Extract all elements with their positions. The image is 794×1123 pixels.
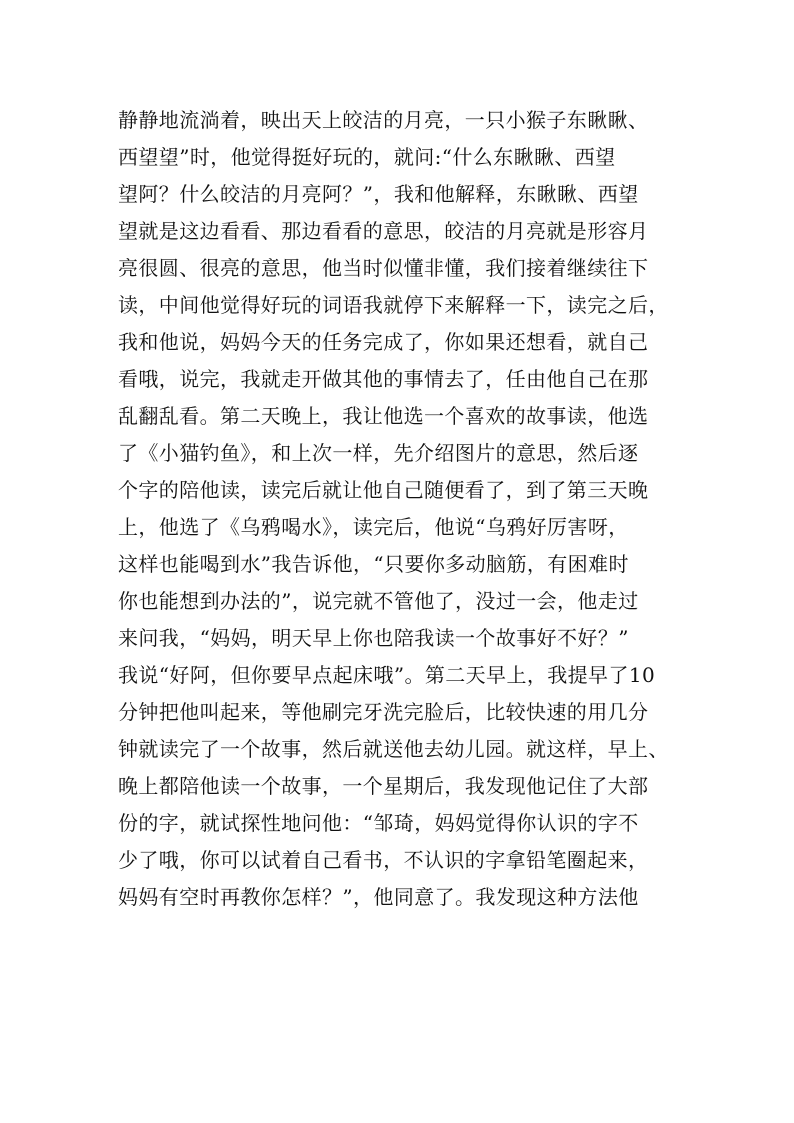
text-line: 个字的陪他读，读完后就让他自己随便看了，到了第三天晚 (118, 478, 649, 502)
text-line: 西望望”时，他觉得挺好玩的，就问:“什么东瞅瞅、西望 (118, 145, 616, 169)
text-line: 望就是这边看看、那边看看的意思，皎洁的月亮就是形容月 (118, 219, 649, 243)
text-line: 这样也能喝到水”我告诉他，“只要你多动脑筋，有困难时 (118, 552, 629, 576)
text-line: 静静地流淌着，映出天上皎洁的月亮，一只小猴子东瞅瞅、 (118, 108, 649, 132)
text-line: 乱翻乱看。第二天晚上，我让他选一个喜欢的故事读，他选 (118, 404, 649, 428)
text-line: 了《小猫钓鱼》，和上次一样，先介绍图片的意思，然后逐 (118, 441, 639, 465)
text-line: 读，中间他觉得好玩的词语我就停下来解释一下，读完之后， (118, 293, 669, 317)
text-line: 你也能想到办法的”，说完就不管他了，没过一会，他走过 (118, 589, 639, 613)
text-line: 份的字，就试探性地问他：“邹琦，妈妈觉得你认识的字不 (118, 811, 639, 835)
body-text (118, 102, 688, 916)
text-line: 分钟把他叫起来，等他刷完牙洗完脸后，比较快速的用几分 (118, 700, 649, 724)
text-line: 看哦，说完，我就走开做其他的事情去了，任由他自己在那 (118, 367, 649, 391)
text-line: 少了哦，你可以试着自己看书，不认识的字拿铅笔圈起来， (118, 848, 649, 872)
text-line: 钟就读完了一个故事，然后就送他去幼儿园。就这样，早上、 (118, 737, 669, 761)
text-line: 望阿？什么皎洁的月亮阿？”，我和他解释，东瞅瞅、西望 (118, 182, 639, 206)
text-line: 上，他选了《乌鸦喝水》，读完后，他说“乌鸦好厉害呀， (118, 515, 629, 539)
text-line: 亮很圆、很亮的意思，他当时似懂非懂，我们接着继续往下 (118, 256, 649, 280)
text-line: 我说“好阿，但你要早点起床哦”。第二天早上，我提早了10 (118, 663, 656, 687)
text-line: 来问我，“妈妈，明天早上你也陪我读一个故事好不好？” (118, 626, 629, 650)
text-line: 妈妈有空时再教你怎样？”，他同意了。我发现这种方法他 (118, 885, 639, 909)
text-line: 我和他说，妈妈今天的任务完成了，你如果还想看，就自己 (118, 330, 649, 354)
text-line: 晚上都陪他读一个故事，一个星期后，我发现他记住了大部 (118, 774, 649, 798)
